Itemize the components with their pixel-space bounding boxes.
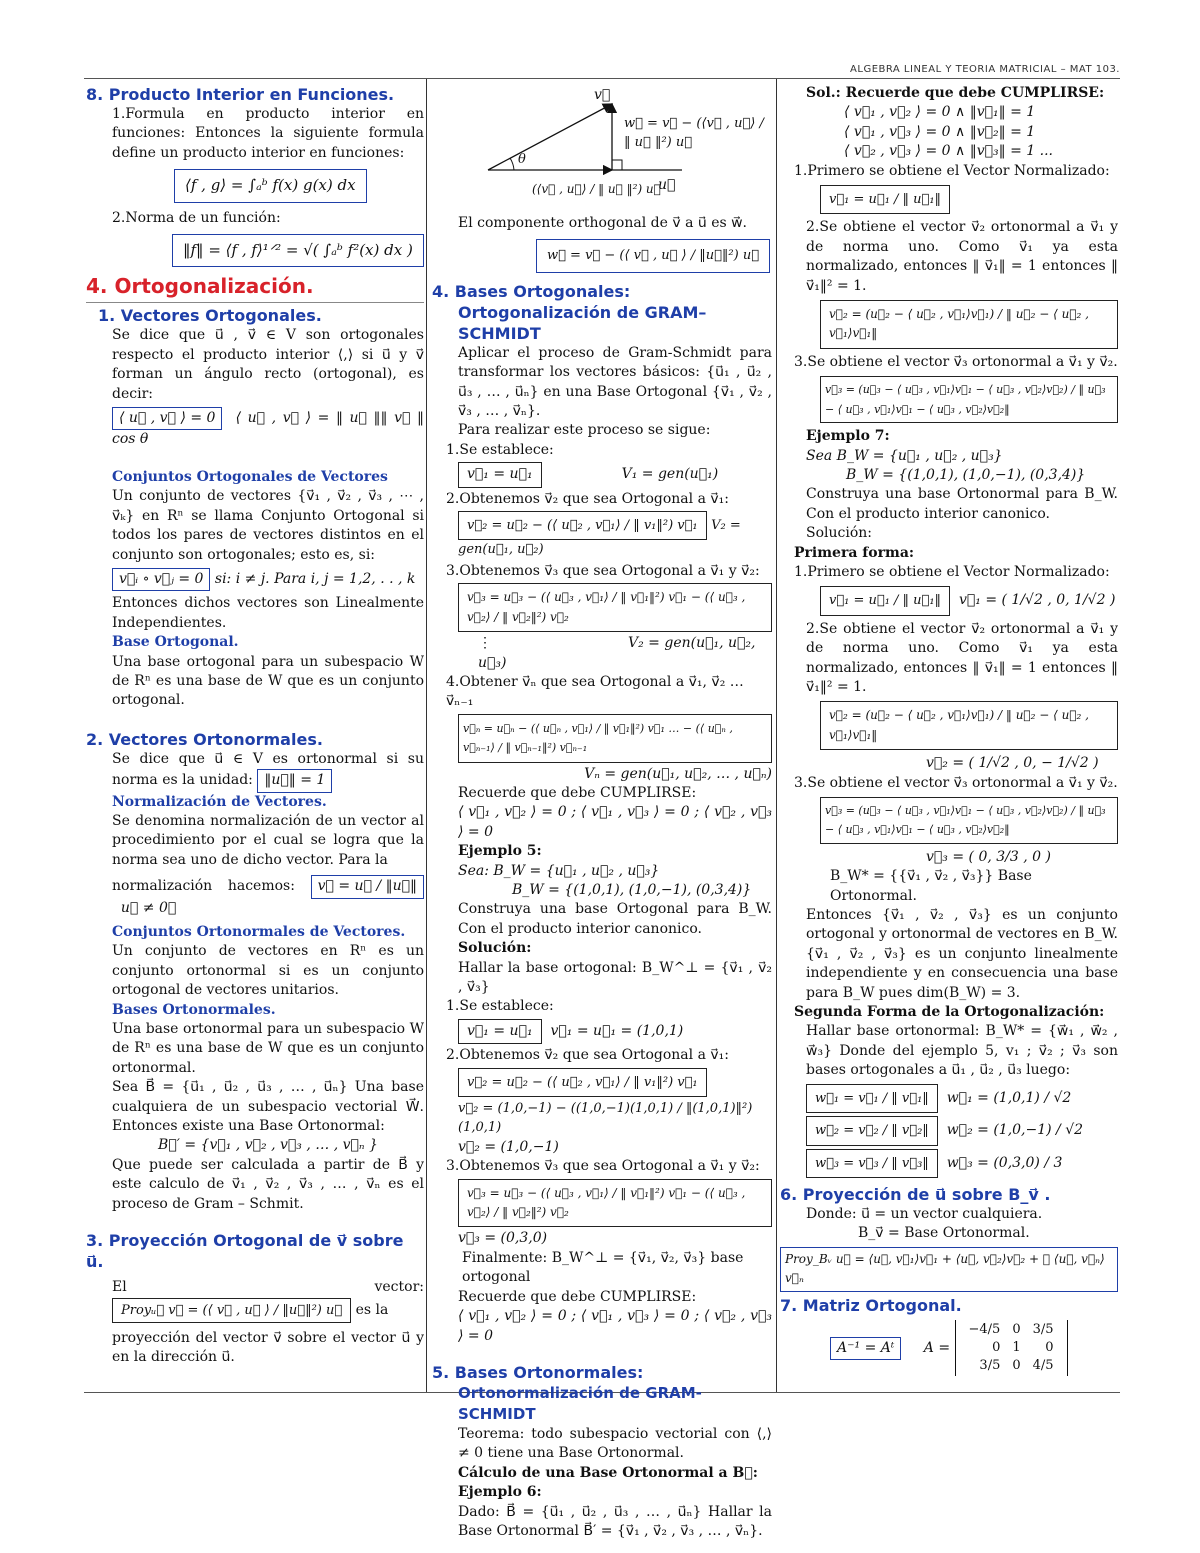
el-vector-label: El vector: xyxy=(112,1279,424,1296)
w3-box: w⃗₃ = v⃗₃ / ‖ v⃗₃‖ xyxy=(806,1149,938,1178)
matrix-cell: 3/5 xyxy=(1032,1321,1054,1337)
step-1-label: 1.Se establece: xyxy=(446,441,554,458)
normalization-cond: u⃗ ≠ 0⃗ xyxy=(120,899,177,916)
column-divider-2 xyxy=(776,79,777,1392)
orthonormal-basis-formula: B⃗′ = {v⃗₁ , v⃗₂ , v⃗₃ , … , v⃗ₙ } xyxy=(158,1137,378,1154)
ejemplo-6-title: Ejemplo 6: xyxy=(458,1484,542,1501)
v-arrow xyxy=(488,104,612,170)
ortonormalizacion-subtitle: Ortonormalización de GRAM-SCHMIDT xyxy=(458,1383,702,1423)
right-angle-mark xyxy=(612,160,622,170)
vectores-ortonormales-title: 2. Vectores Ortonormales. xyxy=(86,729,323,749)
ejemplo-6-text: Dado: B⃗ = {u⃗₁ , u⃗₂ , u⃗₃ , … , u⃗ₙ} Hallar la Base Ortonormal B⃗′ = {v⃗₁ , v⃗₂ , v⃗₃ , … , v⃗ₙ}. xyxy=(458,1503,772,1539)
conjuntos-ortogonales-text: Un conjunto de vectores {v⃗₁ , v⃗₂ , v⃗₃ , ⋯ , v⃗ₖ} en Rⁿ se llama Conjunto Ortogonal si todos los pares de vectores distintos en el conjunto son ortogonales; esto es, si: xyxy=(112,488,424,563)
matrix-cell: 3/5 xyxy=(979,1357,1001,1373)
ex-step-2-calc: v⃗₂ = (1,0,−1) − ((1,0,−1)(1,0,1) / ‖(1,0,1)‖²) (1,0,1) xyxy=(458,1101,753,1136)
inner-product-formula: ⟨f , g⟩ = ∫ₐᵇ f(x) g(x) dx xyxy=(174,169,367,202)
gram-schmidt-text: Aplicar el proceso de Gram-Schmidt para transformar los vectores básicos: {u⃗₁ , u⃗₂ , u⃗₃ , … , u⃗ₙ} en una Base Ortogonal {v⃗₁ , v⃗₂ , v⃗₃ , … , v⃗ₙ}. xyxy=(458,344,772,420)
column-divider-1 xyxy=(426,79,427,1392)
solucion-text: Hallar la base ortogonal: B_W^⊥ = {v⃗₁ , v⃗₂ , v⃗₃} xyxy=(458,959,772,995)
orthogonal-condition-box: ⟨ u⃗ , v⃗ ⟩ = 0 xyxy=(112,407,222,430)
gram-schmidt-steps-intro: Para realizar este proceso se sigue: xyxy=(458,422,711,439)
calculo-label: Cálculo de una Base Ortonormal a B⃗: xyxy=(458,1464,758,1481)
pf-step-1-val: v⃗₁ = ( 1/√2 , 0, 1/√2 ) xyxy=(958,592,1116,609)
ex-step-1-val: v⃗₁ = u⃗₁ = (1,0,1) xyxy=(550,1022,684,1039)
w1-val: w⃗₁ = (1,0,1) / √2 xyxy=(946,1089,1072,1106)
diagram-caption: El componente orthogonal de v⃗ a u⃗ es w⃗. xyxy=(458,215,748,231)
step-4-box: v⃗ₙ = u⃗ₙ − (⟨ u⃗ₙ , v⃗₁⟩ / ‖ v⃗₁‖²) v⃗₁ … − (⟨ u⃗ₙ , v⃗ₙ₋₁⟩ / ‖ v⃗ₙ₋₁‖²) v⃗ₙ₋₁ xyxy=(458,714,772,763)
s8-norm-text: 2.Norma de un función: xyxy=(112,209,281,226)
ejemplo-7-text: Construya una base Ortonormal para B_W. Con el producto interior canonico. xyxy=(806,486,1118,522)
diagram-u-label: u⃗ xyxy=(658,177,676,193)
w2-val: w⃗₂ = (1,0,−1) / √2 xyxy=(946,1122,1084,1139)
step-1-box: v⃗₁ = u⃗₁ xyxy=(458,462,542,487)
bases-ortogonales-title: 4. Bases Ortogonales: xyxy=(432,281,631,301)
step-3-gen: V₂ = gen(u⃗₁, u⃗₂, u⃗₃) xyxy=(478,635,756,671)
normalization-box: v⃗ = u⃗ / ‖u⃗‖ xyxy=(311,875,424,898)
page-header: ALGEBRA LINEAL Y TEORIA MATRICIAL – MAT 103. xyxy=(850,64,1120,75)
matrix-cell: 0 xyxy=(1012,1321,1021,1337)
column-2 xyxy=(432,84,772,1541)
pf-step-2-val: v⃗₂ = ( 1/√2 , 0, − 1/√2 ) xyxy=(926,755,1099,772)
cond-3: ⟨ v⃗₂ , v⃗₃ ⟩ = 0 ∧ ‖v⃗₃‖ = 1 ... xyxy=(844,143,1053,160)
matrix-row xyxy=(964,1322,1059,1338)
matrix-a-label: A = xyxy=(923,1339,951,1356)
ortonormal-v3-box: v⃗₃ = (u⃗₃ − ⟨ u⃗₃ , v⃗₁⟩v⃗₁ − ⟨ u⃗₃ , v⃗₂⟩v⃗₂) / ‖ u⃗₃ − ⟨ u⃗₃ , v⃗₁⟩v⃗₁ − ⟨ u⃗₃ , v⃗₂⟩v⃗₂‖ xyxy=(820,376,1118,423)
proyeccion-text: proyección del vector v⃗ sobre el vector u⃗ y en la dirección u⃗. xyxy=(112,1329,424,1366)
segunda-forma-title: Segunda Forma de la Ortogonalización: xyxy=(794,1004,1105,1021)
pf-step-3-text: 3.Se obtiene el vector v⃗₃ ortonormal a v⃗₁ y v⃗₂. xyxy=(794,774,1118,791)
projection-diagram xyxy=(432,84,772,214)
primera-forma-title: Primera forma: xyxy=(794,544,915,561)
gram-schmit-text: Que puede ser calculada a partir de B⃗ y este calculo de v⃗₁ , v⃗₂ , v⃗₃ , … , v⃗ₙ es el proceso de Gram – Schmit. xyxy=(112,1156,424,1212)
dot-product-cos: ⟨ u⃗ , v⃗ ⟩ = ‖ u⃗ ‖‖ v⃗ ‖ cos θ xyxy=(112,410,424,448)
pf-step-1-label: 1.Primero se obtiene el Vector Normalizado: xyxy=(794,563,1110,580)
conjuntos-ortonormales-text: Un conjunto de vectores en Rⁿ es un conjunto ortonormal si es un conjunto ortogonal de vectores unitarios. xyxy=(112,943,424,999)
proyeccion-base: B_v⃗ = Base Ortonormal. xyxy=(858,1225,1030,1242)
normalizado-step-label: 1.Primero se obtiene el Vector Normalizado: xyxy=(794,162,1110,179)
proyeccion-base-title: 6. Proyección de u⃗ sobre B_v⃗ . xyxy=(780,1184,1051,1204)
normalizacion-title: Normalización de Vectores. xyxy=(112,793,327,810)
ejemplo-7-title: Ejemplo 7: xyxy=(806,428,890,445)
ejemplo-7-sea: Sea B_W = {u⃗₁ , u⃗₂ , u⃗₃} xyxy=(806,447,1003,464)
normalizado-box: v⃗₁ = u⃗₁ / ‖ u⃗₁‖ xyxy=(820,185,950,214)
sol-label: Sol.: Recuerde que debe CUMPLIRSE: xyxy=(806,85,1105,101)
pf-step-3-val: v⃗₃ = ( 0, 3/3 , 0 ) xyxy=(926,848,1051,865)
matriz-ortogonal-title: 7. Matriz Ortogonal. xyxy=(780,1295,962,1315)
bases-ortonormales-title: 5. Bases Ortonormales: xyxy=(432,1362,644,1382)
ex-step-2-res: v⃗₂ = (1,0,−1) xyxy=(458,1138,559,1155)
step-2-gen: V₂ = gen(u⃗₁, u⃗₂) xyxy=(458,518,741,558)
step-2-label: 2.Obtenemos v⃗₂ que sea Ortogonal a v⃗₁: xyxy=(446,490,729,507)
orthogonal-matrix-box: A⁻¹ = Aᵗ xyxy=(830,1337,901,1360)
ex-step-2-label: 2.Obtenemos v⃗₂ que sea Ortogonal a v⃗₁: xyxy=(446,1047,729,1064)
segunda-forma-text: Hallar base ortonormal: B_W* = {w⃗₁ , w⃗₂ , w⃗₃} Donde del ejemplo 5, v₁ ; v⃗₂ ; v⃗₃ son bases ortogonales a u⃗₁ , u⃗₂ , u⃗₃ luego: xyxy=(806,1023,1118,1079)
proyeccion-donde: Donde: u⃗ = un vector cualquiera. xyxy=(806,1205,1043,1222)
unit-norm-box: ‖u⃗‖ = 1 xyxy=(257,769,332,792)
step-3-dots: ⋮ xyxy=(478,635,492,652)
norm-formula: ‖f‖ = ⟨f , f⟩¹ᐟ² = √( ∫ₐᵇ f²(x) dx ) xyxy=(172,234,424,267)
ejemplo-7-bw: B_W = {(1,0,1), (1,0,−1), (0,3,4)} xyxy=(846,466,1086,483)
ex-step-3-res: v⃗₃ = (0,3,0) xyxy=(458,1230,548,1247)
conjuntos-ortogonales-title: Conjuntos Ortogonales de Vectores xyxy=(112,468,388,485)
ex-step-2-box: v⃗₂ = u⃗₂ − (⟨ u⃗₂ , v⃗₁⟩ / ‖ v₁‖²) v⃗₁ xyxy=(458,1068,707,1097)
w-formula-box: w⃗ = v⃗ − (⟨ v⃗ , u⃗ ⟩ / ‖u⃗‖²) u⃗ xyxy=(536,239,770,272)
recuerde-eq-2: ⟨ v⃗₁ , v⃗₂ ⟩ = 0 ; ⟨ v⃗₁ , v⃗₃ ⟩ = 0 ; ⟨ v⃗₂ , v⃗₃ ⟩ = 0 xyxy=(458,1308,772,1344)
diagram-proj-label: (⟨v⃗ , u⃗⟩ / ‖ u⃗ ‖²) u⃗ xyxy=(532,182,661,196)
orthogonal-matrix xyxy=(955,1320,1068,1376)
w3-val: w⃗₃ = (0,3,0) / 3 xyxy=(946,1154,1063,1171)
matrix-cell: −4/5 xyxy=(968,1321,1001,1337)
bases-ortonormales-text: Una base ortonormal para un subespacio W de Rⁿ es una base de W que es un conjunto ortonormal. xyxy=(112,1021,424,1076)
step-2-box: v⃗₂ = u⃗₂ − (⟨ u⃗₂ , v⃗₁⟩ / ‖ v₁‖²) v⃗₁ xyxy=(458,511,707,540)
pf-step-1-box: v⃗₁ = u⃗₁ / ‖ u⃗₁‖ xyxy=(820,586,950,615)
bases-ortonormales-text-2: Sea B⃗ = {u⃗₁ , u⃗₂ , u⃗₃ , … , u⃗ₙ} Una base cualquiera de un subespacio vectorial W⃗. Entonces existe una Base Ortonormal: xyxy=(112,1079,424,1135)
proyeccion-base-box: Proy_Bᵥ u⃗ = ⟨u⃗, v⃗₁⟩v⃗₁ + ⟨u⃗, v⃗₂⟩v⃗₂ + ⋯ ⟨u⃗, v⃗ₙ⟩v⃗ₙ xyxy=(780,1247,1118,1292)
matrix-cell: 1 xyxy=(1012,1339,1021,1355)
bases-ortonormales-title: Bases Ortonormales. xyxy=(112,1001,276,1018)
step-3-box: v⃗₃ = u⃗₃ − (⟨ u⃗₃ , v⃗₁⟩ / ‖ v⃗₁‖²) v⃗₁ − (⟨ u⃗₃ , v⃗₂⟩ / ‖ v⃗₂‖²) v⃗₂ xyxy=(458,583,772,632)
ejemplo-5-title: Ejemplo 5: xyxy=(458,843,542,860)
ejemplo-5-text: Construya una base Ortogonal para B_W. Con el producto interior canonico. xyxy=(458,901,772,937)
column-1 xyxy=(86,84,424,1368)
recuerde-eq: ⟨ v⃗₁ , v⃗₂ ⟩ = 0 ; ⟨ v⃗₁ , v⃗₃ ⟩ = 0 ; ⟨ v⃗₂ , v⃗₃ ⟩ = 0 xyxy=(458,804,772,840)
matrix-row xyxy=(964,1358,1059,1374)
s8-formula-text: 1.Formula en producto interior en funciones: Entonces la siguiente formula define un producto interior en funciones: xyxy=(112,106,424,161)
vectores-ortonormales-text: Se dice que u⃗ ∈ V es ortonormal si su norma es la unidad: xyxy=(112,750,424,789)
base-ortogonal-text: Una base ortogonal para un subespacio W de Rⁿ es una base de W que es un conjunto ortogonal. xyxy=(112,653,424,709)
vectores-ortogonales-title: 1. Vectores Ortogonales. xyxy=(98,306,322,326)
finalmente-text: Finalmente: B_W^⊥ = {v⃗₁, v⃗₂, v⃗₃} base ortogonal xyxy=(462,1249,744,1286)
linealmente-independientes-text: Entonces dichos vectores son Linealmente Independientes. xyxy=(112,595,424,631)
matrix-cell: 4/5 xyxy=(1032,1357,1054,1373)
conjuntos-ortonormales-title: Conjuntos Ortonormales de Vectores. xyxy=(112,924,406,940)
base-ortogonal-title: Base Ortogonal. xyxy=(112,634,239,651)
matrix-cell: 0 xyxy=(1012,1357,1021,1373)
teorema-text: Teorema: todo subespacio vectorial con ⟨,⟩ ≠ 0 tiene una Base Ortonormal. xyxy=(458,1425,772,1462)
ex-step-1-label: 1.Se establece: xyxy=(446,998,554,1015)
section-4-title: 4. Ortogonalización. xyxy=(86,274,314,299)
projection-box: Proyᵤ⃗ v⃗ = (⟨ v⃗ , u⃗ ⟩ / ‖u⃗‖²) u⃗ xyxy=(112,1298,351,1323)
solucion-label: Solución: xyxy=(458,940,532,957)
matrix-cell: 0 xyxy=(992,1339,1001,1355)
ex-step-3-box: v⃗₃ = u⃗₃ − (⟨ u⃗₃ , v⃗₁⟩ / ‖ v⃗₁‖²) v⃗₁ − (⟨ u⃗₃ , v⃗₂⟩ / ‖ v⃗₂‖²) v⃗₂ xyxy=(458,1179,772,1228)
step-1-gen: V₁ = gen(u⃗₁) xyxy=(621,466,719,483)
ex-step-3-label: 3.Obtenemos v⃗₃ que sea Ortogonal a v⃗₁ y v⃗₂: xyxy=(446,1158,760,1175)
theta-arc xyxy=(510,158,514,170)
cond-2: ⟨ v⃗₁ , v⃗₃ ⟩ = 0 ∧ ‖v⃗₂‖ = 1 xyxy=(844,123,1036,140)
w1-box: w⃗₁ = v⃗₁ / ‖ v⃗₁‖ xyxy=(806,1084,938,1113)
column-3 xyxy=(780,84,1118,1376)
step-3-label: 3.Obtenemos v⃗₃ que sea Ortogonal a v⃗₁ y v⃗₂: xyxy=(446,562,760,579)
ejemplo-5-sea: Sea: B_W = {u⃗₁ , u⃗₂ , u⃗₃} xyxy=(458,862,660,879)
ejemplo-5-bw: B_W = {(1,0,1), (1,0,−1), (0,3,4)} xyxy=(512,881,752,898)
diagram-w-label: w⃗ = v⃗ − (⟨v⃗ , u⃗⟩ / ‖ u⃗ ‖²) u⃗ xyxy=(624,116,764,151)
matrix-row xyxy=(964,1340,1059,1356)
entonces-text: Entonces {v⃗₁ , v⃗₂ , v⃗₃} es un conjunto ortogonal y ortonormal de vectores en B_W. {v⃗₁ , v⃗₂ , v⃗₃} es un conjunto linealmente independiente y en consecuencia una base para B_W pues dim(B_W) = 3. xyxy=(806,907,1118,1001)
normalizacion-text: Se denomina normalización de un vector al procedimiento por el cual se logra que la norma sea uno de dicho vector. Para la xyxy=(112,812,424,868)
matrix-cell: 0 xyxy=(1045,1339,1054,1355)
recuerde-label-2: Recuerde que debe CUMPLIRSE: xyxy=(458,1288,697,1305)
step-4-label: 4.Obtener v⃗ₙ que sea Ortogonal a v⃗₁, v⃗₂ … v⃗ₙ₋₁ xyxy=(446,673,744,710)
pf-step-2-box: v⃗₂ = (u⃗₂ − ⟨ u⃗₂ , v⃗₁⟩v⃗₁) / ‖ u⃗₂ − ⟨ u⃗₂ , v⃗₁⟩v⃗₁‖ xyxy=(820,701,1118,750)
orthogonal-set-box: v⃗ᵢ ∘ v⃗ⱼ = 0 xyxy=(112,568,210,591)
ortonormal-v2-text: 2.Se obtiene el vector v⃗₂ ortonormal a v⃗₁ y de norma uno. Como v⃗₁ ya esta normalizado, entonces ‖ v⃗₁‖ = 1 entonces ‖ v⃗₁‖² = 1. xyxy=(806,219,1118,294)
base-ortonormal-text: B_W* = {{v⃗₁ , v⃗₂ , v⃗₃}} Base Ortonormal. xyxy=(830,868,1032,904)
w2-box: w⃗₂ = v⃗₂ / ‖ v⃗₂‖ xyxy=(806,1116,938,1145)
normalizacion-text-2: normalización hacemos: xyxy=(112,878,295,895)
ortonormal-v3-text: 3.Se obtiene el vector v⃗₃ ortonormal a v⃗₁ y v⃗₂. xyxy=(794,353,1118,370)
diagram-v-label: v⃗ xyxy=(594,87,611,103)
es-la-label: es la xyxy=(355,1301,389,1318)
ortonormal-v2-box: v⃗₂ = (u⃗₂ − ⟨ u⃗₂ , v⃗₁⟩v⃗₁) / ‖ u⃗₂ − ⟨ u⃗₂ , v⃗₁⟩v⃗₁‖ xyxy=(820,300,1118,349)
pf-step-3-box: v⃗₃ = (u⃗₃ − ⟨ u⃗₃ , v⃗₁⟩v⃗₁ − ⟨ u⃗₃ , v⃗₂⟩v⃗₂) / ‖ u⃗₃ − ⟨ u⃗₃ , v⃗₁⟩v⃗₁ − ⟨ u⃗₃ , v⃗₂⟩v⃗₂‖ xyxy=(820,797,1118,844)
proyeccion-ortogonal-title: 3. Proyección Ortogonal de v⃗ sobre u⃗. xyxy=(86,1231,404,1272)
pf-step-2-text: 2.Se obtiene el vector v⃗₂ ortonormal a v⃗₁ y de norma uno. Como v⃗₁ ya esta normalizado, entonces ‖ v⃗₁‖ = 1 entonces ‖ v⃗₁‖² = 1. xyxy=(806,620,1118,695)
orthogonal-set-cond: si: i ≠ j. Para i, j = 1,2, . . , k xyxy=(214,570,416,587)
vectores-ortogonales-text: Se dice que u⃗ , v⃗ ∈ V son ortogonales respecto el producto interior ⟨,⟩ si u⃗ y v⃗ forman un ángulo recto (ortogonal), es decir: xyxy=(112,327,424,402)
diagram-theta-label: θ xyxy=(518,152,526,167)
recuerde-label: Recuerde que debe CUMPLIRSE: xyxy=(458,784,697,801)
step-4-gen: Vₙ = gen(u⃗₁, u⃗₂, … , u⃗ₙ) xyxy=(584,765,772,782)
ejemplo-7-solucion: Solución: xyxy=(806,525,872,542)
cond-1: ⟨ v⃗₁ , v⃗₂ ⟩ = 0 ∧ ‖v⃗₁‖ = 1 xyxy=(844,104,1036,121)
gram-schmidt-subtitle: Ortogonalización de GRAM– SCHMIDT xyxy=(458,302,707,343)
ex-step-1-box: v⃗₁ = u⃗₁ xyxy=(458,1019,542,1044)
section-8-title: 8. Producto Interior en Funciones. xyxy=(86,85,395,104)
